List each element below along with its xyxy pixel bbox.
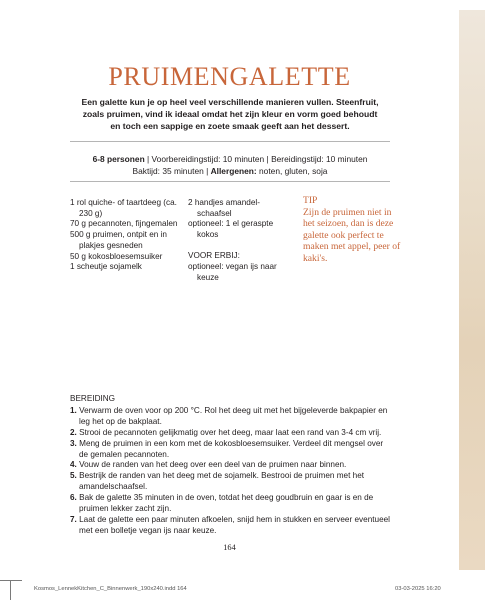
preparation-step [70,460,390,471]
rest-time: Bereidingstijd: 10 minuten [271,154,368,164]
step-text: Verwarm de oven voor op 200 °C. Rol het deeg uit met het bijgeleverde bakpapier en leg het op de bakplaat. [79,405,388,426]
step-number: 4. [70,460,77,470]
preparation-step [70,515,390,537]
serving-item: optioneel: vegan ijs naar keuze [188,262,277,282]
recipe-title: PRUIMENGALETTE [108,62,351,91]
divider-top [70,141,390,142]
meta-separator: | [264,154,272,164]
print-slug-timestamp: 03-03-2025 16:20 [395,586,441,592]
allergens: noten, gluten, soja [256,166,328,176]
preparation-step [70,471,390,493]
crop-mark-left-bottom [0,580,22,581]
prep-time: Voorbereidingstijd: 10 minuten [151,154,265,164]
ingredient-item: 1 scheutje sojamelk [70,262,142,272]
step-text: Vouw de randen van het deeg over een deel van de pruimen naar binnen. [79,460,347,470]
preparation-section [70,394,390,537]
ingredient-item: 70 g pecannoten, fijngemalen [70,219,178,229]
preparation-step [70,406,390,428]
step-text: Laat de galette een paar minuten afkoelen, snijd hem in stukken en serveer eventueel met een bolletje vegan ijs naar keuze. [79,514,390,535]
step-text: Bestrijk de randen van het deeg met de sojamelk. Bestrooi de pruimen met het amandelschaafsel. [79,471,365,492]
tip-label: TIP [303,195,318,206]
divider-bottom [70,181,390,182]
step-number: 1. [70,405,77,415]
meta-separator: | [144,154,152,164]
preparation-step [70,439,390,461]
preparation-heading: BEREIDING [70,394,116,403]
step-text: Meng de pruimen in een kom met de kokosbloesemsuiker. Verdeel dit mengsel over de gemalen pecannoten. [79,438,384,459]
preparation-step [70,428,390,439]
ingredient-item: 1 rol quiche- of taartdeeg (ca. 230 g) [70,198,177,218]
preparation-steps [70,406,390,537]
step-number: 6. [70,493,77,503]
step-text: Strooi de pecannoten gelijkmatig over het deeg, maar laat een rand van 3-4 cm vrij. [79,427,382,437]
allergens-label: Allergenen: [210,166,257,176]
step-number: 5. [70,471,77,481]
serving-heading: VOOR ERBIJ: [188,251,240,261]
ingredients-column-2 [188,198,280,283]
preparation-step [70,493,390,515]
ingredient-item: 500 g pruimen, ontpit en in plakjes gesneden [70,230,167,250]
ingredient-item: 50 g kokosbloesemsuiker [70,251,163,261]
step-number: 2. [70,427,77,437]
ingredients-column-1 [70,198,182,273]
recipe-intro: Een galette kun je op heel veel verschillende manieren vullen. Steenfruit, zoals pruimen, vind ik ideaal omdat het zijn kleur en vorm goed behoudt en toch een sappige en zoete smaak geeft aan het dessert. [81,97,379,131]
tip-text: Zijn de pruimen niet in het seizoen, dan is deze galette ook perfect te maken met appel, peer of kaki's. [303,206,401,264]
print-slug-filename: Kosmos_LennekKitchen_C_Binnenwerk_190x240.indd 164 [34,586,187,592]
page-number: 164 [223,543,236,552]
step-number: 3. [70,438,77,448]
step-text: Bak de galette 35 minuten in de oven, totdat het deeg goudbruin en gaar is en de pruimen lekker zacht zijn. [79,493,374,514]
tip-box [303,195,401,265]
ingredient-item: optioneel: 1 el geraspte kokos [188,219,274,240]
ingredient-item: 2 handjes amandel-schaafsel [188,198,260,218]
adjacent-page-photo-strip [459,10,485,570]
servings: 6-8 personen [92,154,145,164]
recipe-meta [60,153,400,177]
step-number: 7. [70,514,77,524]
meta-separator: | [203,166,211,176]
bake-time: Baktijd: 35 minuten [132,166,204,176]
